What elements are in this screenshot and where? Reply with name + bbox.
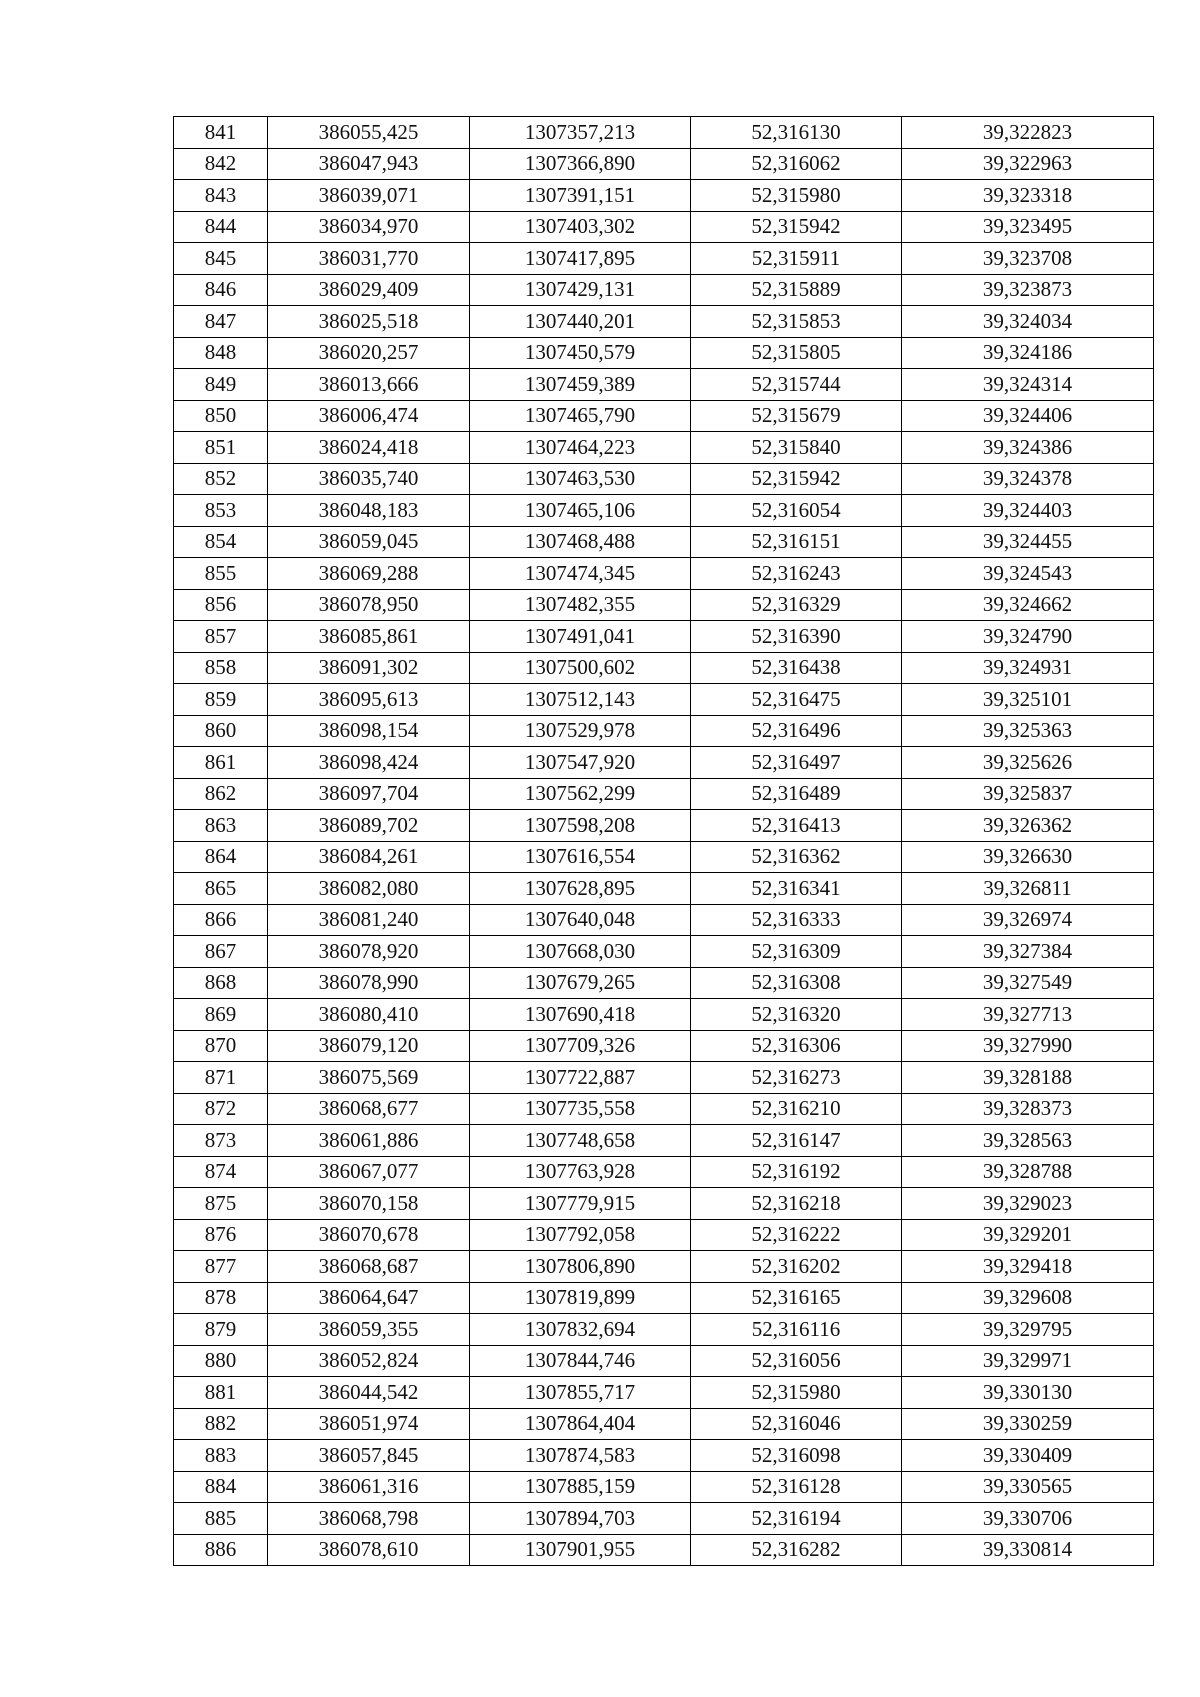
- table-row: [174, 1534, 1154, 1566]
- table-row: [174, 684, 1154, 716]
- y-coordinate-cell: 1307464,223: [470, 432, 691, 464]
- y-coordinate-cell: 1307482,355: [470, 589, 691, 621]
- y-coordinate-cell: 1307491,041: [470, 621, 691, 653]
- latitude-cell: 52,316496: [691, 715, 902, 747]
- longitude-cell: 39,324386: [902, 432, 1154, 464]
- longitude-cell: 39,324455: [902, 526, 1154, 558]
- x-coordinate-cell: 386031,770: [268, 243, 470, 275]
- point-number-cell: 848: [174, 337, 268, 369]
- point-number-cell: 861: [174, 747, 268, 779]
- latitude-cell: 52,315980: [691, 180, 902, 212]
- table-row: [174, 1251, 1154, 1283]
- y-coordinate-cell: 1307468,488: [470, 526, 691, 558]
- coordinates-table: [173, 116, 1154, 1566]
- point-number-cell: 873: [174, 1125, 268, 1157]
- y-coordinate-cell: 1307598,208: [470, 810, 691, 842]
- y-coordinate-cell: 1307403,302: [470, 211, 691, 243]
- y-coordinate-cell: 1307529,978: [470, 715, 691, 747]
- point-number-cell: 872: [174, 1093, 268, 1125]
- latitude-cell: 52,316194: [691, 1503, 902, 1535]
- point-number-cell: 864: [174, 841, 268, 873]
- point-number-cell: 879: [174, 1314, 268, 1346]
- table-row: [174, 904, 1154, 936]
- y-coordinate-cell: 1307722,887: [470, 1062, 691, 1094]
- table-row: [174, 211, 1154, 243]
- longitude-cell: 39,324790: [902, 621, 1154, 653]
- point-number-cell: 878: [174, 1282, 268, 1314]
- y-coordinate-cell: 1307855,717: [470, 1377, 691, 1409]
- point-number-cell: 847: [174, 306, 268, 338]
- longitude-cell: 39,322963: [902, 148, 1154, 180]
- longitude-cell: 39,324186: [902, 337, 1154, 369]
- table-row: [174, 1471, 1154, 1503]
- x-coordinate-cell: 386068,677: [268, 1093, 470, 1125]
- latitude-cell: 52,316202: [691, 1251, 902, 1283]
- y-coordinate-cell: 1307874,583: [470, 1440, 691, 1472]
- x-coordinate-cell: 386082,080: [268, 873, 470, 905]
- x-coordinate-cell: 386098,154: [268, 715, 470, 747]
- table-row: [174, 1030, 1154, 1062]
- x-coordinate-cell: 386095,613: [268, 684, 470, 716]
- table-row: [174, 432, 1154, 464]
- y-coordinate-cell: 1307679,265: [470, 967, 691, 999]
- x-coordinate-cell: 386064,647: [268, 1282, 470, 1314]
- table-row: [174, 873, 1154, 905]
- x-coordinate-cell: 386068,798: [268, 1503, 470, 1535]
- latitude-cell: 52,315942: [691, 211, 902, 243]
- latitude-cell: 52,316056: [691, 1345, 902, 1377]
- table-row: [174, 1156, 1154, 1188]
- table-row: [174, 999, 1154, 1031]
- point-number-cell: 849: [174, 369, 268, 401]
- latitude-cell: 52,316308: [691, 967, 902, 999]
- x-coordinate-cell: 386067,077: [268, 1156, 470, 1188]
- latitude-cell: 52,316329: [691, 589, 902, 621]
- latitude-cell: 52,316054: [691, 495, 902, 527]
- latitude-cell: 52,316222: [691, 1219, 902, 1251]
- table-row: [174, 715, 1154, 747]
- table-row: [174, 1219, 1154, 1251]
- x-coordinate-cell: 386084,261: [268, 841, 470, 873]
- latitude-cell: 52,316046: [691, 1408, 902, 1440]
- longitude-cell: 39,329608: [902, 1282, 1154, 1314]
- y-coordinate-cell: 1307450,579: [470, 337, 691, 369]
- y-coordinate-cell: 1307440,201: [470, 306, 691, 338]
- table-row: [174, 243, 1154, 275]
- point-number-cell: 877: [174, 1251, 268, 1283]
- table-row: [174, 1188, 1154, 1220]
- point-number-cell: 844: [174, 211, 268, 243]
- longitude-cell: 39,328788: [902, 1156, 1154, 1188]
- table-row: [174, 526, 1154, 558]
- longitude-cell: 39,326811: [902, 873, 1154, 905]
- y-coordinate-cell: 1307844,746: [470, 1345, 691, 1377]
- longitude-cell: 39,327549: [902, 967, 1154, 999]
- longitude-cell: 39,329201: [902, 1219, 1154, 1251]
- x-coordinate-cell: 386059,355: [268, 1314, 470, 1346]
- x-coordinate-cell: 386069,288: [268, 558, 470, 590]
- table-row: [174, 1314, 1154, 1346]
- x-coordinate-cell: 386047,943: [268, 148, 470, 180]
- x-coordinate-cell: 386075,569: [268, 1062, 470, 1094]
- x-coordinate-cell: 386098,424: [268, 747, 470, 779]
- longitude-cell: 39,327990: [902, 1030, 1154, 1062]
- x-coordinate-cell: 386048,183: [268, 495, 470, 527]
- x-coordinate-cell: 386035,740: [268, 463, 470, 495]
- table-row: [174, 117, 1154, 149]
- point-number-cell: 883: [174, 1440, 268, 1472]
- table-row: [174, 1093, 1154, 1125]
- latitude-cell: 52,316497: [691, 747, 902, 779]
- latitude-cell: 52,316192: [691, 1156, 902, 1188]
- point-number-cell: 866: [174, 904, 268, 936]
- longitude-cell: 39,330409: [902, 1440, 1154, 1472]
- table-row: [174, 180, 1154, 212]
- latitude-cell: 52,316320: [691, 999, 902, 1031]
- y-coordinate-cell: 1307901,955: [470, 1534, 691, 1566]
- latitude-cell: 52,315744: [691, 369, 902, 401]
- latitude-cell: 52,315889: [691, 274, 902, 306]
- point-number-cell: 843: [174, 180, 268, 212]
- table-row: [174, 400, 1154, 432]
- y-coordinate-cell: 1307885,159: [470, 1471, 691, 1503]
- table-row: [174, 1408, 1154, 1440]
- longitude-cell: 39,328373: [902, 1093, 1154, 1125]
- longitude-cell: 39,326362: [902, 810, 1154, 842]
- longitude-cell: 39,330706: [902, 1503, 1154, 1535]
- longitude-cell: 39,326974: [902, 904, 1154, 936]
- y-coordinate-cell: 1307709,326: [470, 1030, 691, 1062]
- table-row: [174, 463, 1154, 495]
- point-number-cell: 869: [174, 999, 268, 1031]
- latitude-cell: 52,316130: [691, 117, 902, 149]
- x-coordinate-cell: 386044,542: [268, 1377, 470, 1409]
- table-row: [174, 1440, 1154, 1472]
- latitude-cell: 52,316062: [691, 148, 902, 180]
- y-coordinate-cell: 1307417,895: [470, 243, 691, 275]
- longitude-cell: 39,322823: [902, 117, 1154, 149]
- latitude-cell: 52,316147: [691, 1125, 902, 1157]
- x-coordinate-cell: 386057,845: [268, 1440, 470, 1472]
- table-row: [174, 1345, 1154, 1377]
- y-coordinate-cell: 1307391,151: [470, 180, 691, 212]
- y-coordinate-cell: 1307465,790: [470, 400, 691, 432]
- point-number-cell: 876: [174, 1219, 268, 1251]
- y-coordinate-cell: 1307668,030: [470, 936, 691, 968]
- y-coordinate-cell: 1307628,895: [470, 873, 691, 905]
- y-coordinate-cell: 1307819,899: [470, 1282, 691, 1314]
- latitude-cell: 52,316151: [691, 526, 902, 558]
- point-number-cell: 881: [174, 1377, 268, 1409]
- x-coordinate-cell: 386013,666: [268, 369, 470, 401]
- longitude-cell: 39,329795: [902, 1314, 1154, 1346]
- longitude-cell: 39,323495: [902, 211, 1154, 243]
- x-coordinate-cell: 386034,970: [268, 211, 470, 243]
- y-coordinate-cell: 1307512,143: [470, 684, 691, 716]
- x-coordinate-cell: 386025,518: [268, 306, 470, 338]
- point-number-cell: 874: [174, 1156, 268, 1188]
- y-coordinate-cell: 1307463,530: [470, 463, 691, 495]
- latitude-cell: 52,315853: [691, 306, 902, 338]
- latitude-cell: 52,316413: [691, 810, 902, 842]
- point-number-cell: 855: [174, 558, 268, 590]
- y-coordinate-cell: 1307474,345: [470, 558, 691, 590]
- y-coordinate-cell: 1307690,418: [470, 999, 691, 1031]
- longitude-cell: 39,324662: [902, 589, 1154, 621]
- table-row: [174, 1062, 1154, 1094]
- latitude-cell: 52,315942: [691, 463, 902, 495]
- point-number-cell: 863: [174, 810, 268, 842]
- table-row: [174, 274, 1154, 306]
- x-coordinate-cell: 386089,702: [268, 810, 470, 842]
- point-number-cell: 841: [174, 117, 268, 149]
- point-number-cell: 868: [174, 967, 268, 999]
- table-row: [174, 337, 1154, 369]
- longitude-cell: 39,324314: [902, 369, 1154, 401]
- point-number-cell: 845: [174, 243, 268, 275]
- longitude-cell: 39,325626: [902, 747, 1154, 779]
- table-row: [174, 306, 1154, 338]
- y-coordinate-cell: 1307465,106: [470, 495, 691, 527]
- latitude-cell: 52,316306: [691, 1030, 902, 1062]
- point-number-cell: 853: [174, 495, 268, 527]
- x-coordinate-cell: 386051,974: [268, 1408, 470, 1440]
- table-row: [174, 1282, 1154, 1314]
- latitude-cell: 52,315679: [691, 400, 902, 432]
- longitude-cell: 39,323873: [902, 274, 1154, 306]
- latitude-cell: 52,315840: [691, 432, 902, 464]
- x-coordinate-cell: 386020,257: [268, 337, 470, 369]
- x-coordinate-cell: 386055,425: [268, 117, 470, 149]
- y-coordinate-cell: 1307748,658: [470, 1125, 691, 1157]
- point-number-cell: 880: [174, 1345, 268, 1377]
- x-coordinate-cell: 386081,240: [268, 904, 470, 936]
- latitude-cell: 52,315911: [691, 243, 902, 275]
- x-coordinate-cell: 386078,950: [268, 589, 470, 621]
- point-number-cell: 854: [174, 526, 268, 558]
- y-coordinate-cell: 1307500,602: [470, 652, 691, 684]
- point-number-cell: 850: [174, 400, 268, 432]
- x-coordinate-cell: 386029,409: [268, 274, 470, 306]
- point-number-cell: 886: [174, 1534, 268, 1566]
- latitude-cell: 52,316362: [691, 841, 902, 873]
- longitude-cell: 39,324931: [902, 652, 1154, 684]
- y-coordinate-cell: 1307357,213: [470, 117, 691, 149]
- table-row: [174, 495, 1154, 527]
- point-number-cell: 862: [174, 778, 268, 810]
- y-coordinate-cell: 1307763,928: [470, 1156, 691, 1188]
- x-coordinate-cell: 386078,990: [268, 967, 470, 999]
- point-number-cell: 875: [174, 1188, 268, 1220]
- longitude-cell: 39,330259: [902, 1408, 1154, 1440]
- table-row: [174, 1503, 1154, 1535]
- latitude-cell: 52,316128: [691, 1471, 902, 1503]
- table-row: [174, 936, 1154, 968]
- table-row: [174, 558, 1154, 590]
- longitude-cell: 39,329418: [902, 1251, 1154, 1283]
- y-coordinate-cell: 1307779,915: [470, 1188, 691, 1220]
- y-coordinate-cell: 1307792,058: [470, 1219, 691, 1251]
- table-row: [174, 148, 1154, 180]
- x-coordinate-cell: 386006,474: [268, 400, 470, 432]
- x-coordinate-cell: 386080,410: [268, 999, 470, 1031]
- longitude-cell: 39,323708: [902, 243, 1154, 275]
- y-coordinate-cell: 1307429,131: [470, 274, 691, 306]
- longitude-cell: 39,328188: [902, 1062, 1154, 1094]
- table-row: [174, 747, 1154, 779]
- longitude-cell: 39,325101: [902, 684, 1154, 716]
- x-coordinate-cell: 386097,704: [268, 778, 470, 810]
- point-number-cell: 884: [174, 1471, 268, 1503]
- x-coordinate-cell: 386061,316: [268, 1471, 470, 1503]
- latitude-cell: 52,316218: [691, 1188, 902, 1220]
- table-row: [174, 778, 1154, 810]
- longitude-cell: 39,324543: [902, 558, 1154, 590]
- latitude-cell: 52,316273: [691, 1062, 902, 1094]
- point-number-cell: 856: [174, 589, 268, 621]
- table-row: [174, 967, 1154, 999]
- x-coordinate-cell: 386061,886: [268, 1125, 470, 1157]
- longitude-cell: 39,324403: [902, 495, 1154, 527]
- longitude-cell: 39,328563: [902, 1125, 1154, 1157]
- point-number-cell: 859: [174, 684, 268, 716]
- latitude-cell: 52,316282: [691, 1534, 902, 1566]
- longitude-cell: 39,324378: [902, 463, 1154, 495]
- latitude-cell: 52,316309: [691, 936, 902, 968]
- longitude-cell: 39,324406: [902, 400, 1154, 432]
- y-coordinate-cell: 1307806,890: [470, 1251, 691, 1283]
- latitude-cell: 52,316116: [691, 1314, 902, 1346]
- y-coordinate-cell: 1307894,703: [470, 1503, 691, 1535]
- point-number-cell: 885: [174, 1503, 268, 1535]
- point-number-cell: 851: [174, 432, 268, 464]
- x-coordinate-cell: 386085,861: [268, 621, 470, 653]
- latitude-cell: 52,316489: [691, 778, 902, 810]
- longitude-cell: 39,330565: [902, 1471, 1154, 1503]
- y-coordinate-cell: 1307864,404: [470, 1408, 691, 1440]
- table-row: [174, 652, 1154, 684]
- table-row: [174, 1377, 1154, 1409]
- latitude-cell: 52,316243: [691, 558, 902, 590]
- point-number-cell: 858: [174, 652, 268, 684]
- point-number-cell: 857: [174, 621, 268, 653]
- latitude-cell: 52,316341: [691, 873, 902, 905]
- point-number-cell: 882: [174, 1408, 268, 1440]
- latitude-cell: 52,316475: [691, 684, 902, 716]
- point-number-cell: 860: [174, 715, 268, 747]
- latitude-cell: 52,315980: [691, 1377, 902, 1409]
- latitude-cell: 52,316098: [691, 1440, 902, 1472]
- y-coordinate-cell: 1307735,558: [470, 1093, 691, 1125]
- point-number-cell: 865: [174, 873, 268, 905]
- latitude-cell: 52,316390: [691, 621, 902, 653]
- y-coordinate-cell: 1307366,890: [470, 148, 691, 180]
- longitude-cell: 39,330814: [902, 1534, 1154, 1566]
- y-coordinate-cell: 1307459,389: [470, 369, 691, 401]
- longitude-cell: 39,329023: [902, 1188, 1154, 1220]
- point-number-cell: 846: [174, 274, 268, 306]
- table-row: [174, 369, 1154, 401]
- table-row: [174, 589, 1154, 621]
- point-number-cell: 871: [174, 1062, 268, 1094]
- point-number-cell: 852: [174, 463, 268, 495]
- x-coordinate-cell: 386079,120: [268, 1030, 470, 1062]
- latitude-cell: 52,316438: [691, 652, 902, 684]
- point-number-cell: 842: [174, 148, 268, 180]
- y-coordinate-cell: 1307616,554: [470, 841, 691, 873]
- x-coordinate-cell: 386070,678: [268, 1219, 470, 1251]
- longitude-cell: 39,327384: [902, 936, 1154, 968]
- longitude-cell: 39,327713: [902, 999, 1154, 1031]
- table-row: [174, 841, 1154, 873]
- table-row: [174, 1125, 1154, 1157]
- longitude-cell: 39,325837: [902, 778, 1154, 810]
- x-coordinate-cell: 386091,302: [268, 652, 470, 684]
- longitude-cell: 39,329971: [902, 1345, 1154, 1377]
- y-coordinate-cell: 1307547,920: [470, 747, 691, 779]
- longitude-cell: 39,324034: [902, 306, 1154, 338]
- x-coordinate-cell: 386039,071: [268, 180, 470, 212]
- longitude-cell: 39,323318: [902, 180, 1154, 212]
- latitude-cell: 52,316165: [691, 1282, 902, 1314]
- x-coordinate-cell: 386078,610: [268, 1534, 470, 1566]
- x-coordinate-cell: 386052,824: [268, 1345, 470, 1377]
- point-number-cell: 870: [174, 1030, 268, 1062]
- x-coordinate-cell: 386070,158: [268, 1188, 470, 1220]
- longitude-cell: 39,326630: [902, 841, 1154, 873]
- latitude-cell: 52,315805: [691, 337, 902, 369]
- x-coordinate-cell: 386024,418: [268, 432, 470, 464]
- table-row: [174, 621, 1154, 653]
- y-coordinate-cell: 1307832,694: [470, 1314, 691, 1346]
- latitude-cell: 52,316210: [691, 1093, 902, 1125]
- point-number-cell: 867: [174, 936, 268, 968]
- y-coordinate-cell: 1307640,048: [470, 904, 691, 936]
- table-row: [174, 810, 1154, 842]
- x-coordinate-cell: 386068,687: [268, 1251, 470, 1283]
- y-coordinate-cell: 1307562,299: [470, 778, 691, 810]
- latitude-cell: 52,316333: [691, 904, 902, 936]
- longitude-cell: 39,325363: [902, 715, 1154, 747]
- x-coordinate-cell: 386078,920: [268, 936, 470, 968]
- x-coordinate-cell: 386059,045: [268, 526, 470, 558]
- coordinates-table-body: [174, 117, 1154, 1566]
- longitude-cell: 39,330130: [902, 1377, 1154, 1409]
